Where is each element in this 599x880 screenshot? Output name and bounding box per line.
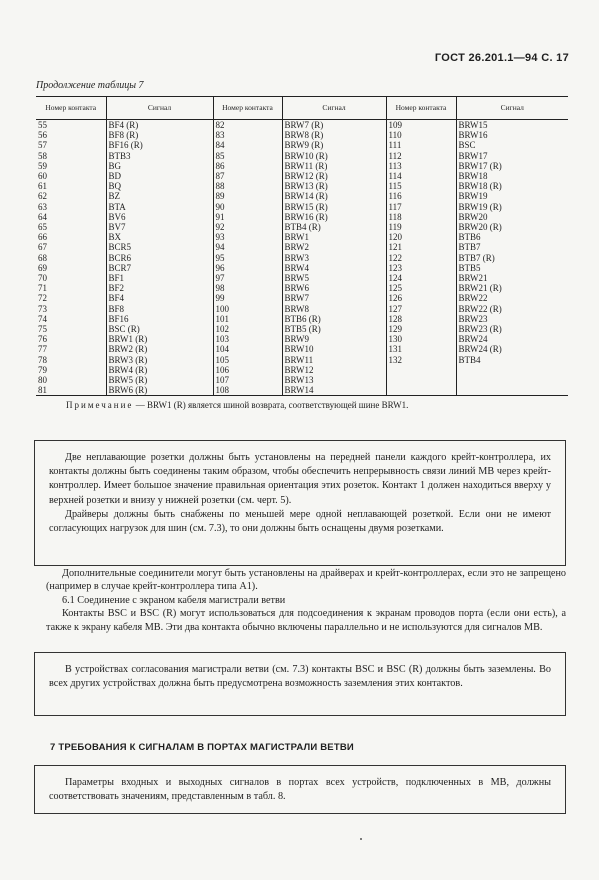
contact-number-cell: 118 [386, 212, 456, 222]
table-row [36, 344, 568, 354]
signal-cell: BRW2 (R) [106, 344, 213, 354]
contact-number-cell: 96 [213, 263, 282, 273]
contact-number-cell: 72 [36, 293, 106, 303]
signal-cell: BRW10 (R) [282, 151, 386, 161]
table-row [36, 222, 568, 232]
table-row [36, 161, 568, 171]
contact-number-cell: 64 [36, 212, 106, 222]
column-header-signal-1: Сигнал [106, 97, 213, 120]
table-header-row [36, 97, 568, 120]
signal-cell: BRW24 (R) [458, 344, 502, 355]
signal-cell: BRW17 (R) [458, 160, 502, 171]
contact-number-cell: 85 [213, 151, 282, 161]
signal-cell: BRW4 (R) [106, 365, 213, 375]
framed-requirement-sockets [34, 440, 566, 566]
section-heading: 7 ТРЕБОВАНИЯ К СИГНАЛАМ В ПОРТАХ МАГИСТРАЛИ ВЕТВИ [50, 742, 354, 753]
signal-cell: BRW8 [282, 304, 386, 314]
contact-number-cell: 77 [36, 344, 106, 354]
contact-number-cell: 114 [386, 171, 456, 181]
contact-number-cell: 125 [386, 283, 456, 293]
signal-cell [456, 365, 568, 375]
contact-number-cell: 128 [386, 314, 456, 324]
signal-cell: BRW23 (R) [458, 324, 502, 335]
signal-cell: BTB4 [458, 354, 481, 365]
table-continuation-caption: Продолжение таблицы 7 [36, 80, 144, 91]
signal-cell: BRW21 [458, 273, 488, 284]
contact-number-cell: 124 [386, 273, 456, 283]
signal-cell: BRW14 (R) [282, 191, 386, 201]
scan-speck [360, 838, 362, 840]
contact-number-cell: 93 [213, 232, 282, 242]
signal-cell: BRW22 [458, 293, 488, 304]
contact-number-cell: 122 [386, 253, 456, 263]
contact-number-cell: 94 [213, 242, 282, 252]
signal-cell: BRW16 [458, 130, 488, 141]
signal-cell: BRW16 (R) [282, 212, 386, 222]
signal-cell: BTB5 [458, 262, 481, 273]
contact-number-cell: 120 [386, 232, 456, 242]
note-label: Примечание [66, 400, 134, 410]
signal-cell: BTA [106, 202, 213, 212]
contact-number-cell: 100 [213, 304, 282, 314]
signal-cell: BRW19 [458, 191, 488, 202]
framed-requirement-signals [34, 765, 566, 814]
table-row [36, 242, 568, 252]
contact-number-cell: 63 [36, 202, 106, 212]
contact-number-cell: 55 [36, 120, 106, 131]
signal-cell: BRW9 [282, 334, 386, 344]
contact-number-cell: 67 [36, 242, 106, 252]
contact-number-cell: 104 [213, 344, 282, 354]
contact-number-cell: 123 [386, 263, 456, 273]
paragraph: Дополнительные соединители могут быть установлены на драйверах и крейт-контроллерах, если это не запрещено (например в случае крейт-контроллера типа A1). [46, 568, 566, 593]
contact-number-cell: 82 [213, 120, 282, 131]
page-header: ГОСТ 26.201.1—94 С. 17 [434, 52, 569, 64]
table-row [36, 283, 568, 293]
signal-cell: BSC (R) [106, 324, 213, 334]
contact-number-cell: 89 [213, 191, 282, 201]
table-row [36, 202, 568, 212]
table-row [36, 314, 568, 324]
contact-number-cell: 119 [386, 222, 456, 232]
contact-number-cell: 70 [36, 273, 106, 283]
contact-number-cell: 102 [213, 324, 282, 334]
note-text: — BRW1 (R) является шиной возврата, соответствующей шине BRW1. [133, 400, 409, 410]
contact-number-cell: 71 [36, 283, 106, 293]
contact-number-cell: 131 [386, 344, 456, 354]
contact-number-cell: 98 [213, 283, 282, 293]
signal-cell: BF1 [106, 273, 213, 283]
table-body [36, 120, 568, 396]
signal-cell: BRW12 (R) [282, 171, 386, 181]
signal-cell [456, 385, 568, 396]
column-header-contact-2: Номер контакта [213, 97, 282, 120]
contact-number-cell: 68 [36, 253, 106, 263]
signal-cell: BTB3 [106, 151, 213, 161]
signal-cell: BG [106, 161, 213, 171]
contact-number-cell: 90 [213, 202, 282, 212]
signal-cell: BTB6 (R) [282, 314, 386, 324]
signal-cell: BRW20 (R) [458, 222, 502, 233]
contact-number-cell: 92 [213, 222, 282, 232]
contact-number-cell: 101 [213, 314, 282, 324]
contact-number-cell: 74 [36, 314, 106, 324]
table-row [36, 263, 568, 273]
contact-number-cell: 117 [386, 202, 456, 212]
contact-number-cell [386, 365, 456, 375]
table-row [36, 151, 568, 161]
signal-cell: BRW13 [282, 375, 386, 385]
column-header-contact-3: Номер контакта [386, 97, 456, 120]
table-note [66, 400, 566, 410]
signal-cell: BRW2 [282, 242, 386, 252]
column-header-signal-2: Сигнал [282, 97, 386, 120]
signal-cell: BTB7 (R) [458, 252, 495, 263]
contact-number-cell: 65 [36, 222, 106, 232]
contact-number-cell: 80 [36, 375, 106, 385]
table-row [36, 324, 568, 334]
contact-number-cell: 62 [36, 191, 106, 201]
signal-cell: BCR6 [106, 253, 213, 263]
contact-number-cell: 116 [386, 191, 456, 201]
signal-cell: BRW7 [282, 293, 386, 303]
signal-cell: BRW18 [458, 171, 488, 182]
contact-number-cell: 99 [213, 293, 282, 303]
signal-cell: BRW17 [458, 150, 488, 161]
signal-cell: BRW24 [458, 334, 488, 345]
signal-cell: BRW5 (R) [106, 375, 213, 385]
signal-cell: BF8 (R) [106, 130, 213, 140]
column-header-signal-3: Сигнал [456, 97, 568, 120]
signal-cell: BV7 [106, 222, 213, 232]
contact-number-cell: 86 [213, 161, 282, 171]
table-row [36, 334, 568, 344]
table-row [36, 232, 568, 242]
signal-cell: BSC [458, 140, 476, 151]
table-row [36, 171, 568, 181]
signal-cell: BRW3 (R) [106, 355, 213, 365]
table-row [36, 130, 568, 140]
signal-cell: BTB7 [458, 242, 481, 253]
paragraph: Две неплавающие розетки должны быть установлены на передней панели каждого крейт-контроллера, их контакты должны быть соединены таким образом, чтобы обеспечить непрерывность связи линий MB через крейт-контроллер. Имеет большое значение правильная ориентация этих розеток. Контакт 1 должен находиться вверху у верхней розетки и внизу у нижней розетки (см. черт. 5). [49, 452, 551, 506]
contact-number-cell: 126 [386, 293, 456, 303]
signal-cell: BTB6 [458, 232, 481, 243]
contact-number-cell: 110 [386, 130, 456, 140]
table-row [36, 212, 568, 222]
signal-cell: BRW22 (R) [458, 303, 502, 314]
signal-cell: BRW14 [282, 385, 386, 396]
signal-cell: BTB5 (R) [282, 324, 386, 334]
signal-cell: BRW5 [282, 273, 386, 283]
contact-number-cell: 59 [36, 161, 106, 171]
contact-number-cell: 129 [386, 324, 456, 334]
contact-number-cell: 108 [213, 385, 282, 396]
contact-number-cell: 58 [36, 151, 106, 161]
signal-cell: BX [106, 232, 213, 242]
contact-number-cell: 83 [213, 130, 282, 140]
contact-number-cell: 115 [386, 181, 456, 191]
contact-number-cell: 132 [386, 355, 456, 365]
signal-cell: BCR5 [106, 242, 213, 252]
signal-cell: BRW3 [282, 253, 386, 263]
table-row [36, 140, 568, 150]
paragraph: Контакты BSC и BSC (R) могут использоваться для подсоединения к экранам проводов порта (если они есть), а также к экрану кабеля MB. Эти два контакта обычно включены параллельно и не используются для сигналов MB. [46, 608, 566, 633]
signal-cell: BRW8 (R) [282, 130, 386, 140]
signal-cell: BRW15 [458, 120, 488, 130]
signal-cell: BZ [106, 191, 213, 201]
contact-number-cell: 88 [213, 181, 282, 191]
signal-cell: BF16 [106, 314, 213, 324]
signal-cell: BRW11 [282, 355, 386, 365]
signal-cell: BRW6 [282, 283, 386, 293]
subsection-heading: 6.1 Соединение с экраном кабеля магистрали ветви [62, 594, 286, 606]
contact-number-cell: 106 [213, 365, 282, 375]
contact-number-cell: 113 [386, 161, 456, 171]
contact-number-cell: 105 [213, 355, 282, 365]
table-row [36, 120, 568, 131]
signal-cell: BRW10 [282, 344, 386, 354]
contact-number-cell: 81 [36, 385, 106, 396]
signal-cell: BRW9 (R) [282, 140, 386, 150]
signal-cell: BV6 [106, 212, 213, 222]
signal-cell: BF4 (R) [106, 120, 213, 131]
signal-cell: BRW20 [458, 211, 488, 222]
paragraph: Параметры входных и выходных сигналов в портах всех устройств, подключенных в MB, должны соответствовать значениям, представленным в табл. 8. [49, 777, 551, 803]
contact-number-cell: 130 [386, 334, 456, 344]
contact-number-cell: 87 [213, 171, 282, 181]
contact-number-cell: 57 [36, 140, 106, 150]
signal-cell: BTB4 (R) [282, 222, 386, 232]
table-row [36, 375, 568, 385]
table-row [36, 191, 568, 201]
contact-number-cell: 66 [36, 232, 106, 242]
contact-number-cell: 75 [36, 324, 106, 334]
contact-number-cell: 95 [213, 253, 282, 263]
table-row [36, 355, 568, 365]
contact-number-cell: 112 [386, 151, 456, 161]
contact-number-cell: 103 [213, 334, 282, 344]
table-row [36, 293, 568, 303]
contact-number-cell: 91 [213, 212, 282, 222]
signal-cell: BRW1 [282, 232, 386, 242]
signal-cell: BRW6 (R) [106, 385, 213, 396]
framed-requirement-grounding [34, 652, 566, 716]
signal-cell: BRW12 [282, 365, 386, 375]
contact-number-cell [386, 385, 456, 396]
paragraph: В устройствах согласования магистрали ветви (см. 7.3) контакты BSC и BSC (R) должны быть заземлены. Во всех других устройствах должна быть предусмотрена возможность заземления этих контактов. [49, 664, 551, 690]
signal-cell: BF2 [106, 283, 213, 293]
signal-cell: BRW18 (R) [458, 181, 502, 192]
contact-number-cell: 97 [213, 273, 282, 283]
signal-cell: BRW7 (R) [282, 120, 386, 131]
contact-number-cell: 79 [36, 365, 106, 375]
contact-number-cell: 56 [36, 130, 106, 140]
signal-table [36, 96, 568, 396]
contact-number-cell: 73 [36, 304, 106, 314]
contact-number-cell: 61 [36, 181, 106, 191]
signal-cell: BRW4 [282, 263, 386, 273]
contact-number-cell [386, 375, 456, 385]
signal-cell: BRW21 (R) [458, 283, 502, 294]
contact-number-cell: 78 [36, 355, 106, 365]
signal-cell: BF8 [106, 304, 213, 314]
table-row [36, 253, 568, 263]
signal-cell: BRW23 [458, 313, 488, 324]
signal-cell: BF16 (R) [106, 140, 213, 150]
signal-cell: BRW13 (R) [282, 181, 386, 191]
contact-number-cell: 60 [36, 171, 106, 181]
column-header-contact-1: Номер контакта [36, 97, 106, 120]
table-row [36, 273, 568, 283]
contact-number-cell: 109 [386, 120, 456, 131]
signal-cell: BCR7 [106, 263, 213, 273]
signal-cell: BQ [106, 181, 213, 191]
body-text [46, 567, 566, 634]
table-row [36, 304, 568, 314]
contact-number-cell: 111 [386, 140, 456, 150]
table-row [36, 181, 568, 191]
signal-cell: BRW11 (R) [282, 161, 386, 171]
signal-cell: BRW19 (R) [458, 201, 502, 212]
signal-cell: BD [106, 171, 213, 181]
table-row [36, 365, 568, 375]
contact-number-cell: 69 [36, 263, 106, 273]
table-row [36, 385, 568, 396]
signal-cell [456, 375, 568, 385]
contact-number-cell: 84 [213, 140, 282, 150]
signal-cell: BRW15 (R) [282, 202, 386, 212]
signal-cell: BF4 [106, 293, 213, 303]
contact-number-cell: 76 [36, 334, 106, 344]
contact-number-cell: 107 [213, 375, 282, 385]
signal-cell: BRW1 (R) [106, 334, 213, 344]
contact-number-cell: 121 [386, 242, 456, 252]
paragraph: Драйверы должны быть снабжены по меньшей мере одной неплавающей розеткой. Если они не имеют согласующих нагрузок для шин (см. 7.3), то они должны быть оснащены двумя розетками. [49, 508, 551, 535]
contact-number-cell: 127 [386, 304, 456, 314]
